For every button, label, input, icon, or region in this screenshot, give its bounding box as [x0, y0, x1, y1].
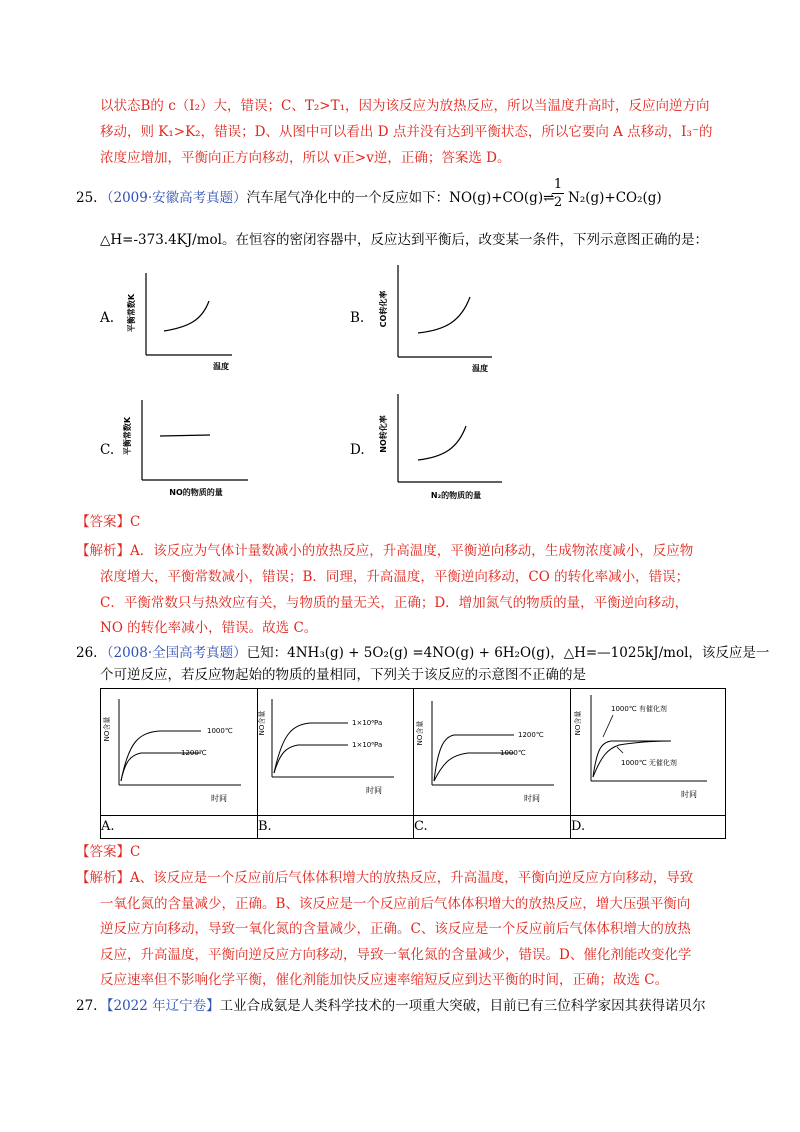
q27-stem-1: [100, 996, 706, 1016]
q25-d-xlabel: N₂的物质的量: [430, 491, 482, 500]
q26-stem-1-text: 已知：4NH₃(g) + 5O₂(g) =4NO(g) + 6H₂O(g)，△H=—1025kJ/mol，该反应是一: [246, 645, 770, 661]
q26-a-ylabel: NO含量: [103, 716, 111, 742]
q26-number: 26.: [76, 645, 98, 661]
q26-d-ylabel: NO含量: [574, 710, 582, 736]
q25-graph-b: [376, 255, 496, 375]
q26-analysis-2: 一氧化氮的含量减少，正确。B、该反应是一个反应前后气体体积增大的放热反应，增大压强平衡向: [100, 896, 691, 912]
q25-c-ylabel: 平衡常数K: [123, 416, 132, 456]
q26-c-upper: 1200℃: [518, 731, 544, 739]
q26-d-upper: 1000℃ 有催化剂: [611, 705, 667, 713]
q25-option-d-label: D.: [350, 442, 365, 458]
q25-a-ylabel: 平衡常数K: [127, 293, 136, 333]
q25-stem: [100, 188, 554, 208]
q26-d-xlabel: 时间: [681, 790, 697, 799]
q25-b-ylabel: CO转化率: [379, 290, 388, 328]
q26-a-upper: 1000℃: [207, 727, 233, 735]
q25-option-c-label: C.: [100, 442, 115, 458]
q26-analysis-3: 逆反应方向移动，导致一氧化氮的含量减少，正确。C、该反应是一个反应前后气体体积增大的放热: [100, 921, 691, 937]
q26-source: （2008·全国高考真题）: [100, 645, 247, 661]
q26-stem-1: [100, 643, 769, 663]
q27-stem-1-text: 工业合成氨是人类科学技术的一项重大突破，目前已有三位科学家因其获得诺贝尔: [219, 998, 706, 1014]
prev-analysis-line-3: 浓度应增加，平衡向正方向移动，所以 v正>v逆，正确；答案选 D。: [100, 150, 511, 166]
q26-b-upper: 1×10⁶Pa: [352, 719, 383, 727]
q26-b-xlabel: 时间: [366, 786, 382, 795]
q25-stem-b: N₂(g)+CO₂(g): [568, 190, 662, 206]
q26-graph-a-cell: [101, 689, 258, 816]
q25-fraction: [552, 176, 564, 211]
q26-option-a-label: A.: [101, 816, 258, 839]
prev-analysis-line-1: 以状态B的 c（I₂）大，错误；C、T₂>T₁，因为该反应为放热反应，所以当温度升高时，反应向逆方向: [100, 98, 710, 114]
q26-c-xlabel: 时间: [524, 794, 540, 803]
q25-frac-num: 1: [553, 177, 563, 192]
q25-answer: 【答案】C: [76, 514, 141, 530]
q26-a-lower: 1200℃: [181, 749, 207, 757]
q26-analysis-4: 反应，升高温度，平衡向逆反应方向移动，导致一氧化氮的含量减少，错误。D、催化剂能改变化学: [100, 947, 692, 963]
q27-number: 27.: [76, 998, 98, 1014]
q26-graph-b-cell: [258, 689, 414, 816]
q25-stem-a: 汽车尾气净化中的一个反应如下：NO(g)+CO(g)⇌: [246, 190, 555, 206]
q25-analysis-1: 【解析】A．该反应为气体计量数减小的放热反应，升高温度，平衡逆向移动，生成物浓度减小，反应物: [76, 543, 694, 559]
q25-analysis-4: NO 的转化率减小，错误。故选 C。: [100, 620, 318, 636]
q26-graph-d-cell: [571, 689, 726, 816]
q26-analysis-1: 【解析】A、该反应是一个反应前后气体体积增大的放热反应，升高温度，平衡向逆反应方向移动，导致: [76, 870, 694, 886]
q26-graph-a: [101, 689, 257, 811]
q25-option-a-label: A.: [100, 310, 115, 326]
q26-option-d-label: D.: [571, 816, 726, 839]
q25-c-xlabel: NO的物质的量: [169, 488, 223, 497]
q25-graph-c: [120, 392, 250, 504]
q26-analysis-5: 反应速率但不影响化学平衡，催化剂能加快反应速率缩短反应到达平衡的时间，正确；故选 C。: [100, 972, 669, 988]
q26-b-lower: 1×10⁶Pa: [352, 741, 383, 749]
q25-source: （2009·安徽高考真题）: [100, 190, 247, 206]
q26-options-table: [100, 688, 726, 839]
q25-analysis-3: C．平衡常数只与热效应有关，与物质的量无关，正确；D．增加氮气的物质的量，平衡逆向移动，: [100, 595, 689, 611]
q25-analysis-2: 浓度增大，平衡常数减小，错误；B．同理，升高温度，平衡逆向移动，CO 的转化率减小，错误；: [100, 569, 690, 585]
q26-c-ylabel: NO含量: [416, 720, 424, 746]
q26-graph-d: [571, 689, 725, 811]
q26-graph-c: [414, 689, 570, 811]
q26-graph-b: [258, 689, 413, 811]
q25-graph-d: [376, 386, 506, 504]
q27-source: 【2022 年辽宁卷】: [100, 998, 220, 1014]
q25-stem-2: △H=-373.4KJ/mol。在恒容的密闭容器中，反应达到平衡后，改变某一条件，下列示意图正确的是：: [100, 232, 708, 248]
q25-d-ylabel: NO转化率: [379, 415, 388, 453]
q25-option-b-label: B.: [350, 310, 365, 326]
q25-graph-a: [124, 265, 234, 375]
q26-d-lower: 1000℃ 无催化剂: [621, 759, 677, 767]
q25-a-xlabel: 温度: [213, 362, 229, 371]
q26-c-lower: 1000℃: [500, 749, 526, 757]
prev-analysis-line-2: 移动，则 K₁>K₂，错误；D、从图中可以看出 D 点并没有达到平衡状态，所以它要向 A 点移动，I₃⁻的: [100, 124, 713, 140]
q26-a-xlabel: 时间: [211, 794, 227, 803]
q26-stem-2: 个可逆反应，若反应物起始的物质的量相同，下列关于该反应的示意图不正确的是: [100, 667, 586, 683]
q26-answer: 【答案】C: [76, 844, 141, 860]
q25-number: 25.: [76, 190, 98, 206]
q26-graph-c-cell: [414, 689, 571, 816]
q26-option-b-label: B.: [258, 816, 414, 839]
q25-b-xlabel: 温度: [472, 364, 488, 373]
q26-option-c-label: C.: [414, 816, 571, 839]
q26-b-ylabel: NO含量: [258, 710, 266, 736]
q25-frac-den: 2: [553, 195, 563, 210]
